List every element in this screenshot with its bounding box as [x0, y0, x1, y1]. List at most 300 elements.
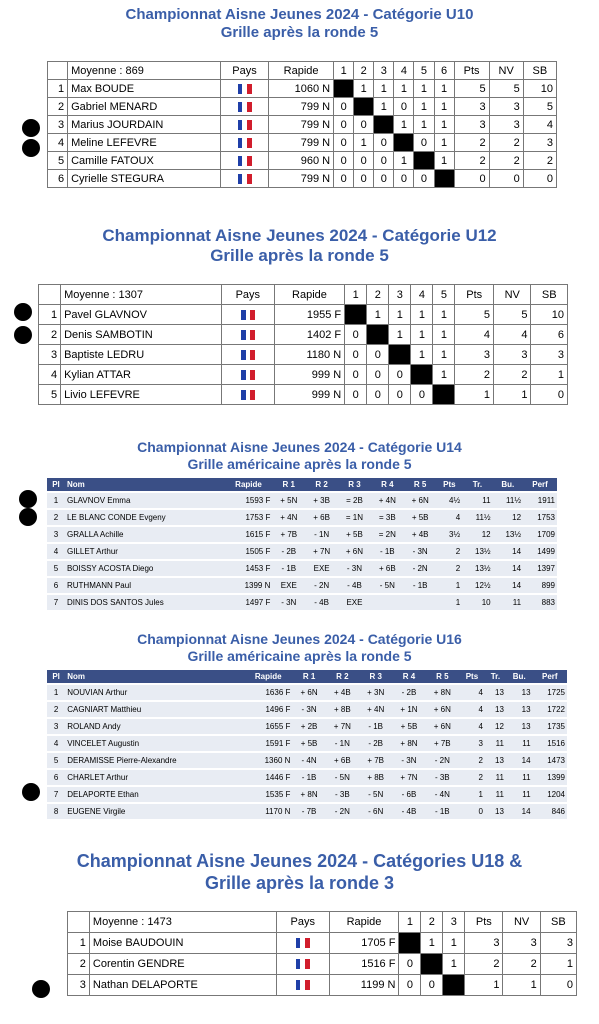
result-cell: 0 — [345, 325, 367, 345]
country-cell — [220, 170, 268, 188]
player-name: RUTHMANN Paul — [65, 577, 225, 594]
result-cell: 0 — [394, 170, 414, 188]
result-cell: 1 — [414, 80, 434, 98]
u18-title — [0, 851, 599, 894]
player-name: Kylian ATTAR — [61, 365, 222, 385]
table-cell: 4 — [437, 509, 463, 526]
result-cell: 0 — [345, 385, 367, 405]
u12-title — [0, 226, 599, 267]
points-cell: 3 — [454, 116, 489, 134]
diagonal-cell — [399, 933, 421, 954]
table-cell: 1453 F — [225, 560, 273, 577]
table-cell: 2 — [459, 752, 485, 769]
table-cell: 13½ — [462, 543, 492, 560]
sb-cell: 5 — [523, 98, 556, 116]
table-cell: - 2N — [404, 560, 437, 577]
france-flag-icon — [241, 330, 255, 340]
table-row — [39, 305, 568, 325]
nv-cell: 3 — [493, 345, 530, 365]
result-cell: 0 — [334, 152, 354, 170]
u10-section — [0, 6, 599, 42]
result-cell: 1 — [434, 116, 454, 134]
player-name: DINIS DOS SANTOS Jules — [65, 594, 225, 611]
header-cell: R 2 — [305, 478, 338, 492]
nv-cell: 2 — [493, 365, 530, 385]
table-cell: 4 — [459, 718, 485, 735]
header-cell: Pts — [454, 62, 489, 80]
header-cell: NV — [503, 912, 540, 933]
rating-cell: 1955 F — [274, 305, 344, 325]
header-cell: NV — [489, 62, 523, 80]
table-row — [47, 526, 557, 543]
table-cell: 8 — [47, 803, 65, 820]
table-row — [47, 594, 557, 611]
result-cell: 0 — [354, 116, 374, 134]
table-cell: - 1B — [272, 560, 305, 577]
rank-cell: 4 — [48, 134, 68, 152]
table-cell: + 6N — [426, 718, 459, 735]
result-cell: 1 — [433, 325, 455, 345]
player-name: Gabriel MENARD — [68, 98, 221, 116]
france-flag-icon — [241, 350, 255, 360]
header-cell: R 3 — [338, 478, 371, 492]
result-cell: 0 — [389, 385, 411, 405]
header-cell: 3 — [374, 62, 394, 80]
table-cell: - 4N — [292, 752, 325, 769]
table-cell: - 2N — [326, 803, 359, 820]
table-cell: 11 — [506, 769, 533, 786]
table-cell: 1535 F — [244, 786, 292, 803]
table-cell: 13½ — [493, 526, 523, 543]
points-cell: 5 — [455, 305, 494, 325]
country-cell — [221, 325, 274, 345]
points-cell: 2 — [465, 954, 503, 975]
table-cell: 1497 F — [225, 594, 273, 611]
header-cell: Tr. — [462, 478, 492, 492]
header-cell: Moyenne : 869 — [68, 62, 221, 80]
table-cell: 0 — [459, 803, 485, 820]
table-row — [39, 365, 568, 385]
table-cell: 13 — [506, 684, 533, 701]
header-cell: R 1 — [272, 478, 305, 492]
rating-cell: 999 N — [274, 365, 344, 385]
rank-cell: 3 — [68, 975, 90, 996]
table-cell: 1170 N — [244, 803, 292, 820]
table-cell — [404, 594, 437, 611]
table-cell: + 5B — [404, 509, 437, 526]
france-flag-icon — [238, 156, 252, 166]
table-cell: 2 — [437, 543, 463, 560]
table-cell: + 6N — [426, 701, 459, 718]
points-cell: 1 — [455, 385, 494, 405]
result-cell: 1 — [389, 305, 411, 325]
header-cell: 4 — [411, 285, 433, 305]
table-cell: 1709 — [523, 526, 557, 543]
nv-cell: 1 — [503, 975, 540, 996]
rank-cell: 3 — [48, 116, 68, 134]
rank-cell: 2 — [68, 954, 90, 975]
points-cell: 4 — [455, 325, 494, 345]
table-cell: 2 — [47, 509, 65, 526]
result-cell: 1 — [394, 152, 414, 170]
header-cell: Pts — [465, 912, 503, 933]
marker-dot — [32, 980, 50, 998]
table-cell: - 5N — [359, 786, 392, 803]
france-flag-icon — [238, 120, 252, 130]
points-cell: 2 — [454, 134, 489, 152]
header-cell: Perf — [533, 670, 567, 684]
header-cell: Bu. — [506, 670, 533, 684]
france-flag-icon — [241, 390, 255, 400]
table-cell: 6 — [47, 577, 65, 594]
player-name: VINCELET Augustin — [65, 735, 244, 752]
player-name: Marius JOURDAIN — [68, 116, 221, 134]
table-cell: - 1B — [359, 718, 392, 735]
header-cell: Pts — [437, 478, 463, 492]
result-cell: 0 — [374, 170, 394, 188]
diagonal-cell — [354, 98, 374, 116]
table-cell: 12 — [493, 509, 523, 526]
u12-crosstable — [38, 284, 568, 405]
player-name: GRALLA Achille — [65, 526, 225, 543]
table-cell: 1397 — [523, 560, 557, 577]
table-cell: - 1B — [426, 803, 459, 820]
rating-cell: 999 N — [274, 385, 344, 405]
table-cell: 3 — [459, 735, 485, 752]
table-cell: 3 — [47, 718, 65, 735]
table-row — [47, 752, 567, 769]
table-cell: 1591 F — [244, 735, 292, 752]
table-row — [47, 543, 557, 560]
player-name: LE BLANC CONDE Evgeny — [65, 509, 225, 526]
player-name: CHARLET Arthur — [65, 769, 244, 786]
result-cell: 0 — [334, 170, 354, 188]
header-cell: Pts — [459, 670, 485, 684]
result-cell: 1 — [434, 134, 454, 152]
header-cell: 1 — [399, 912, 421, 933]
result-cell: 0 — [421, 975, 443, 996]
table-cell: 1496 F — [244, 701, 292, 718]
table-cell: 13 — [506, 718, 533, 735]
marker-dot — [14, 303, 32, 321]
marker-dot — [22, 783, 40, 801]
table-cell: 1446 F — [244, 769, 292, 786]
table-cell: 2 — [459, 769, 485, 786]
france-flag-icon — [241, 310, 255, 320]
diagonal-cell — [443, 975, 465, 996]
player-name: Cyrielle STEGURA — [68, 170, 221, 188]
rating-cell: 1402 F — [274, 325, 344, 345]
table-cell: 1499 — [523, 543, 557, 560]
table-cell: 14 — [493, 543, 523, 560]
table-cell: + 4B — [326, 684, 359, 701]
player-name: BOISSY ACOSTA Diego — [65, 560, 225, 577]
u18-crosstable — [67, 911, 577, 996]
table-row — [68, 975, 577, 996]
nv-cell: 1 — [493, 385, 530, 405]
table-cell: 4 — [47, 735, 65, 752]
player-name: DELAPORTE Ethan — [65, 786, 244, 803]
result-cell: 0 — [414, 134, 434, 152]
diagonal-cell — [433, 385, 455, 405]
table-cell: - 3B — [426, 769, 459, 786]
table-cell: 1 — [437, 577, 463, 594]
marker-dot — [14, 326, 32, 344]
result-cell: 0 — [334, 134, 354, 152]
result-cell: 1 — [421, 933, 443, 954]
header-cell: Rapide — [269, 62, 334, 80]
player-name: Corentin GENDRE — [89, 954, 276, 975]
table-row — [47, 577, 557, 594]
table-cell: - 3N — [292, 701, 325, 718]
table-cell: 12 — [462, 526, 492, 543]
header-cell: Pts — [455, 285, 494, 305]
table-cell: 1399 — [533, 769, 567, 786]
table-cell: 13 — [485, 803, 506, 820]
result-cell: 1 — [434, 152, 454, 170]
rating-cell: 1705 F — [329, 933, 399, 954]
table-cell: 1516 — [533, 735, 567, 752]
table-cell: + 8B — [326, 701, 359, 718]
header-cell: R 3 — [359, 670, 392, 684]
points-cell: 3 — [455, 345, 494, 365]
table-cell: + 5B — [392, 718, 425, 735]
rating-cell: 799 N — [269, 98, 334, 116]
header-cell: 1 — [345, 285, 367, 305]
country-cell — [220, 80, 268, 98]
country-cell — [220, 152, 268, 170]
table-cell: 11 — [506, 786, 533, 803]
sb-cell: 1 — [531, 365, 568, 385]
player-name: Baptiste LEDRU — [61, 345, 222, 365]
table-cell: - 3N — [338, 560, 371, 577]
nv-cell: 2 — [489, 134, 523, 152]
table-cell: + 6N — [404, 492, 437, 509]
header-cell: Moyenne : 1307 — [61, 285, 222, 305]
nv-cell: 4 — [493, 325, 530, 345]
header-cell: R 4 — [392, 670, 425, 684]
header-cell: SB — [531, 285, 568, 305]
france-flag-icon — [296, 980, 310, 990]
result-cell: 0 — [367, 365, 389, 385]
nv-cell: 3 — [489, 116, 523, 134]
header-cell: 3 — [389, 285, 411, 305]
table-cell: + 8B — [359, 769, 392, 786]
header-cell: Rapide — [329, 912, 399, 933]
rank-cell: 5 — [39, 385, 61, 405]
result-cell: 1 — [354, 134, 374, 152]
u16-section — [0, 631, 599, 665]
header-cell: R 4 — [371, 478, 404, 492]
u16-american-grid — [47, 670, 567, 821]
table-cell: + 8N — [392, 735, 425, 752]
nv-cell: 2 — [489, 152, 523, 170]
table-cell: 1615 F — [225, 526, 273, 543]
table-row — [48, 80, 557, 98]
table-cell: = 3B — [371, 509, 404, 526]
player-name: Meline LEFEVRE — [68, 134, 221, 152]
player-name: ROLAND Andy — [65, 718, 244, 735]
table-cell: 11 — [462, 492, 492, 509]
u10-title-line1: Championnat Aisne Jeunes 2024 - Catégorie U10 — [125, 6, 474, 23]
header-cell: 3 — [443, 912, 465, 933]
table-cell: 13 — [485, 752, 506, 769]
marker-dot — [22, 119, 40, 137]
corner-cell — [39, 285, 61, 305]
table-cell: 14 — [493, 577, 523, 594]
rank-cell: 2 — [39, 325, 61, 345]
header-cell: 1 — [334, 62, 354, 80]
table-cell: 13 — [485, 701, 506, 718]
sb-cell: 3 — [523, 134, 556, 152]
table-row — [47, 786, 567, 803]
player-name: Camille FATOUX — [68, 152, 221, 170]
table-cell: 899 — [523, 577, 557, 594]
result-cell: 1 — [374, 98, 394, 116]
sb-cell: 1 — [540, 954, 576, 975]
result-cell: 1 — [433, 305, 455, 325]
table-cell: 1753 — [523, 509, 557, 526]
result-cell: 0 — [374, 134, 394, 152]
rank-cell: 1 — [39, 305, 61, 325]
sb-cell: 3 — [540, 933, 576, 954]
country-cell — [276, 975, 329, 996]
table-cell: + 4N — [272, 509, 305, 526]
result-cell: 0 — [394, 98, 414, 116]
table-cell: 1 — [437, 594, 463, 611]
table-cell: = 2B — [338, 492, 371, 509]
result-cell: 0 — [345, 365, 367, 385]
table-cell: - 3N — [404, 543, 437, 560]
rating-cell: 1199 N — [329, 975, 399, 996]
table-cell: - 6B — [392, 786, 425, 803]
header-cell: 5 — [414, 62, 434, 80]
table-cell: - 1B — [292, 769, 325, 786]
table-cell: 7 — [47, 786, 65, 803]
table-cell: 11 — [506, 735, 533, 752]
table-row — [48, 116, 557, 134]
u14-title-line1: Championnat Aisne Jeunes 2024 - Catégorie U14 — [137, 439, 462, 455]
table-cell: + 2B — [292, 718, 325, 735]
rating-cell: 799 N — [269, 134, 334, 152]
header-cell: Pl — [47, 670, 65, 684]
result-cell: 0 — [345, 345, 367, 365]
result-cell: 0 — [374, 152, 394, 170]
rank-cell: 1 — [48, 80, 68, 98]
france-flag-icon — [238, 84, 252, 94]
table-cell: 12 — [485, 718, 506, 735]
u14-american-grid — [47, 478, 557, 612]
player-name: CAGNIART Matthieu — [65, 701, 244, 718]
result-cell: 1 — [434, 80, 454, 98]
table-cell: - 4B — [392, 803, 425, 820]
table-row — [48, 152, 557, 170]
table-cell: - 2B — [272, 543, 305, 560]
result-cell: 1 — [414, 116, 434, 134]
table-row — [68, 933, 577, 954]
table-cell: - 1B — [371, 543, 404, 560]
table-cell: + 7B — [272, 526, 305, 543]
table-cell: - 7B — [292, 803, 325, 820]
table-cell: - 5N — [371, 577, 404, 594]
result-cell: 1 — [411, 345, 433, 365]
table-cell: 1593 F — [225, 492, 273, 509]
table-cell: - 2N — [305, 577, 338, 594]
table-cell: 1360 N — [244, 752, 292, 769]
table-row — [39, 385, 568, 405]
result-cell: 0 — [354, 170, 374, 188]
table-cell: 7 — [47, 594, 65, 611]
points-cell: 0 — [454, 170, 489, 188]
table-cell: + 6N — [338, 543, 371, 560]
header-cell: Bu. — [493, 478, 523, 492]
header-cell: 4 — [394, 62, 414, 80]
sb-cell: 6 — [531, 325, 568, 345]
header-cell: 6 — [434, 62, 454, 80]
result-cell: 0 — [399, 975, 421, 996]
u10-crosstable — [47, 61, 557, 188]
marker-dot — [22, 139, 40, 157]
u18-title-line1: Championnat Aisne Jeunes 2024 - Catégories U18 & — [76, 851, 523, 871]
table-cell: + 5B — [338, 526, 371, 543]
table-cell: + 7N — [326, 718, 359, 735]
result-cell: 1 — [354, 80, 374, 98]
table-cell: 1725 — [533, 684, 567, 701]
result-cell: 1 — [367, 305, 389, 325]
table-cell: + 8N — [426, 684, 459, 701]
country-cell — [221, 385, 274, 405]
diagonal-cell — [374, 116, 394, 134]
sb-cell: 10 — [531, 305, 568, 325]
header-row — [47, 670, 567, 684]
corner-cell — [68, 912, 90, 933]
table-cell: 883 — [523, 594, 557, 611]
table-row — [47, 735, 567, 752]
table-cell: 1636 F — [244, 684, 292, 701]
table-cell: 1473 — [533, 752, 567, 769]
table-cell: - 2B — [392, 684, 425, 701]
header-cell: Rapide — [274, 285, 344, 305]
diagonal-cell — [367, 325, 389, 345]
rank-cell: 2 — [48, 98, 68, 116]
nv-cell: 5 — [489, 80, 523, 98]
header-cell: Moyenne : 1473 — [89, 912, 276, 933]
result-cell: 1 — [433, 365, 455, 385]
table-cell: + 4N — [359, 701, 392, 718]
result-cell: 1 — [411, 305, 433, 325]
table-cell: + 7N — [392, 769, 425, 786]
result-cell: 1 — [443, 954, 465, 975]
table-cell: 13½ — [462, 560, 492, 577]
header-cell: 2 — [367, 285, 389, 305]
table-row — [48, 134, 557, 152]
header-cell: Pl — [47, 478, 65, 492]
diagonal-cell — [345, 305, 367, 325]
table-cell: + 5B — [292, 735, 325, 752]
rank-cell: 6 — [48, 170, 68, 188]
table-cell: EXE — [305, 560, 338, 577]
rating-cell: 1516 F — [329, 954, 399, 975]
table-cell: 6 — [47, 769, 65, 786]
u10-title-line2: Grille après la ronde 5 — [220, 24, 379, 41]
table-cell: 3½ — [437, 526, 463, 543]
sb-cell: 0 — [523, 170, 556, 188]
result-cell: 0 — [414, 170, 434, 188]
u14-title-line2: Grille américaine après la ronde 5 — [187, 455, 412, 472]
result-cell: 0 — [334, 116, 354, 134]
table-row — [47, 509, 557, 526]
table-cell: 10 — [462, 594, 492, 611]
